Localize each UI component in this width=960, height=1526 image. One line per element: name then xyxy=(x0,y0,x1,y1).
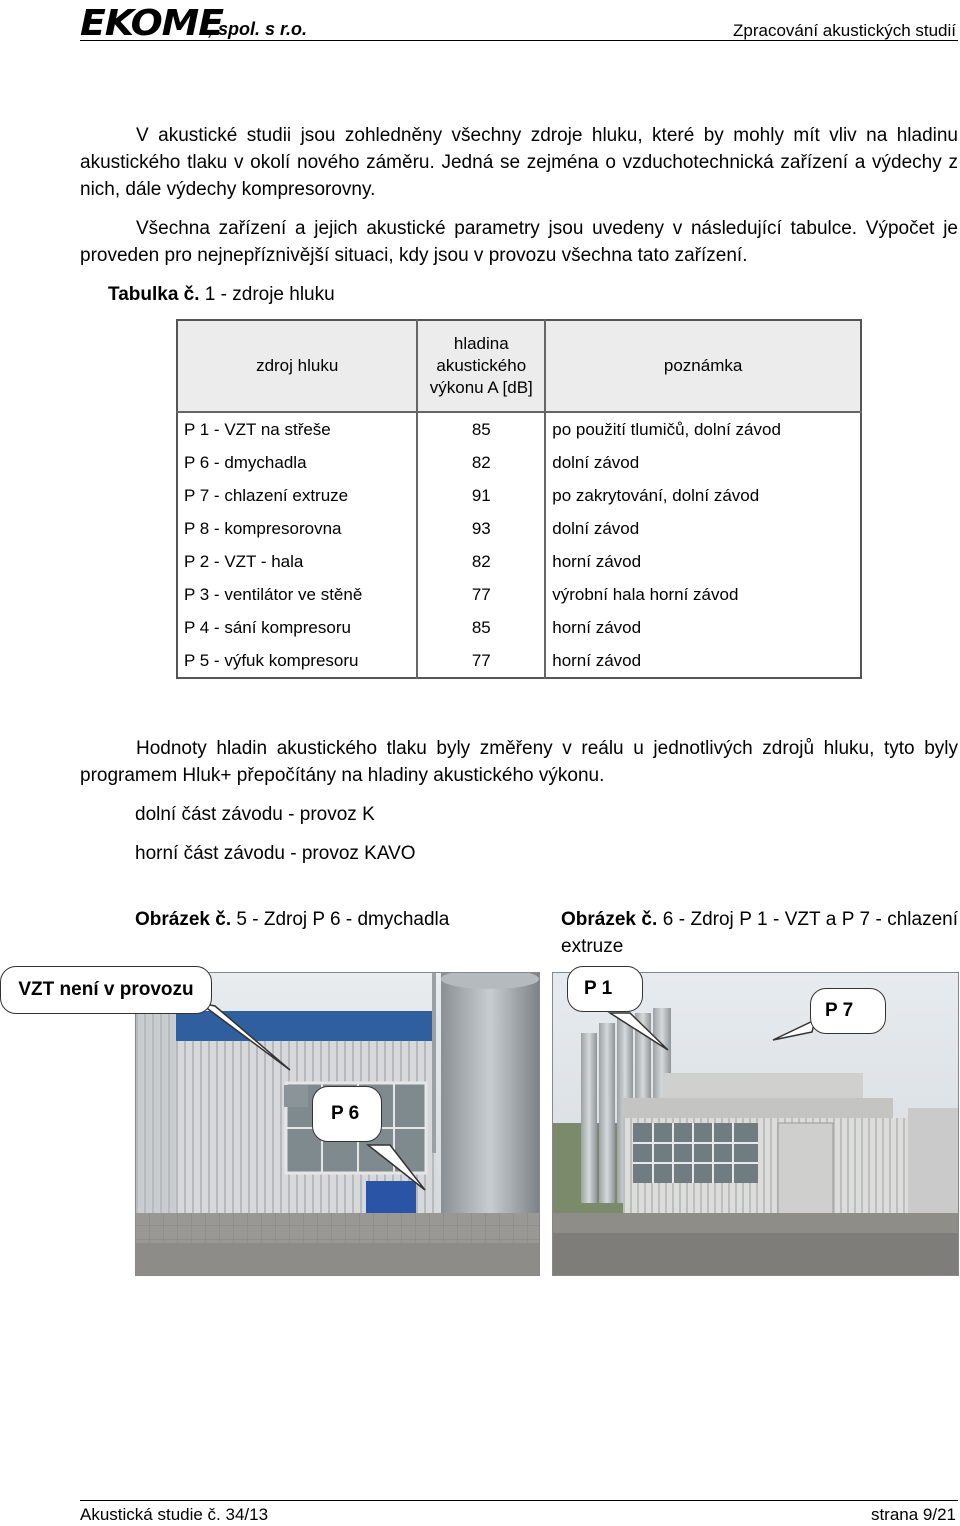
table-row xyxy=(177,412,861,446)
table-row xyxy=(177,479,861,512)
paragraph-table-intro: Všechna zařízení a jejich akustické parametry jsou uvedeny v následující tabulce. Výpočet je proveden pro nejnepříznivější situaci, kdy jsou v provozu všechna tato zařízení. xyxy=(80,218,958,266)
paragraph-measurement: Hodnoty hladin akustického tlaku byly změřeny v reálu u jednotlivých zdrojů hluku, tyto byly programem Hluk+ přepočítány na hladiny akustického výkonu. xyxy=(80,738,958,786)
cell-source: P 2 - VZT - hala xyxy=(177,545,417,578)
photo-vzt-cooling-image xyxy=(553,973,958,1275)
figure-5-text: 5 - Zdroj P 6 - dmychadla xyxy=(231,909,450,930)
plant-lower-line: dolní část závodu - provoz K xyxy=(135,804,375,825)
header-title: Zpracování akustických studií xyxy=(733,21,956,40)
cell-note: horní závod xyxy=(552,650,642,670)
cell-note: výrobní hala horní závod xyxy=(552,584,739,604)
company-suffix: , spol. s r.o. xyxy=(208,19,308,39)
paragraph-sources: V akustické studii jsou zohledněny všechny zdroje hluku, které by mohly mít vliv na hladinu akustického tlaku v okolí nového záměru. Jedná se zejména o vzduchotechnická zařízení a výdechy z nich, dále výdechy kompresorovny. xyxy=(80,125,958,200)
table-row xyxy=(177,611,861,644)
table-caption xyxy=(108,282,335,308)
header-level-text: hladina akustického výkonu A [dB] xyxy=(429,334,533,397)
header-level xyxy=(417,320,545,412)
header-rule xyxy=(80,40,958,41)
table-row xyxy=(177,512,861,545)
table-caption-text: 1 - zdroje hluku xyxy=(199,284,335,305)
cell-level: 85 xyxy=(417,412,545,446)
cell-level: 82 xyxy=(417,545,545,578)
callout-p7: P 7 xyxy=(810,988,886,1034)
table-row xyxy=(177,578,861,611)
figure-5-caption xyxy=(135,906,449,933)
cell-note: dolní závod xyxy=(552,518,640,538)
cell-level: 82 xyxy=(417,446,545,479)
cell-source: P 4 - sání kompresoru xyxy=(177,611,417,644)
cell-level: 77 xyxy=(417,578,545,611)
header-note: poznámka xyxy=(545,320,861,412)
callout-p6: P 6 xyxy=(312,1086,382,1142)
table-caption-label: Tabulka č. xyxy=(108,284,200,305)
cell-level: 77 xyxy=(417,644,545,678)
cell-level: 93 xyxy=(417,512,545,545)
cell-note: horní závod xyxy=(552,551,642,571)
footer-page-number: strana 9/21 xyxy=(870,1505,956,1524)
figure-6-caption xyxy=(561,906,958,960)
company-logo: EKOME xyxy=(80,3,224,44)
cell-note: po použití tlumičů, dolní závod xyxy=(552,419,781,439)
figure-6-label: Obrázek č. xyxy=(561,909,658,930)
figure-5-label: Obrázek č. xyxy=(135,909,232,930)
cell-note: dolní závod xyxy=(552,452,640,472)
callout-p1: P 1 xyxy=(567,966,643,1012)
cell-level: 85 xyxy=(417,611,545,644)
table-row xyxy=(177,644,861,678)
cell-note: horní závod xyxy=(552,617,642,637)
cell-source: P 5 - výfuk kompresoru xyxy=(177,644,417,678)
cell-source: P 8 - kompresorovna xyxy=(177,512,417,545)
cell-source: P 7 - chlazení extruze xyxy=(177,479,417,512)
figure-6-text: 6 - Zdroj P 1 - VZT a P 7 - chlazení extruze xyxy=(561,909,958,957)
callout-vzt-off: VZT není v provozu xyxy=(0,966,212,1014)
plant-upper-line: horní část závodu - provoz KAVO xyxy=(135,843,416,864)
photo-vzt-cooling xyxy=(552,972,959,1276)
noise-sources-table xyxy=(176,319,862,679)
table-row xyxy=(177,446,861,479)
footer-rule xyxy=(80,1500,958,1501)
table-row xyxy=(177,545,861,578)
cell-source: P 6 - dmychadla xyxy=(177,446,417,479)
table-header-row xyxy=(177,320,861,412)
cell-source: P 1 - VZT na střeše xyxy=(177,412,417,446)
cell-level: 91 xyxy=(417,479,545,512)
cell-note: po zakrytování, dolní závod xyxy=(552,485,760,505)
header-source: zdroj hluku xyxy=(177,320,417,412)
footer-study-id: Akustická studie č. 34/13 xyxy=(80,1505,269,1524)
cell-source: P 3 - ventilátor ve stěně xyxy=(177,578,417,611)
